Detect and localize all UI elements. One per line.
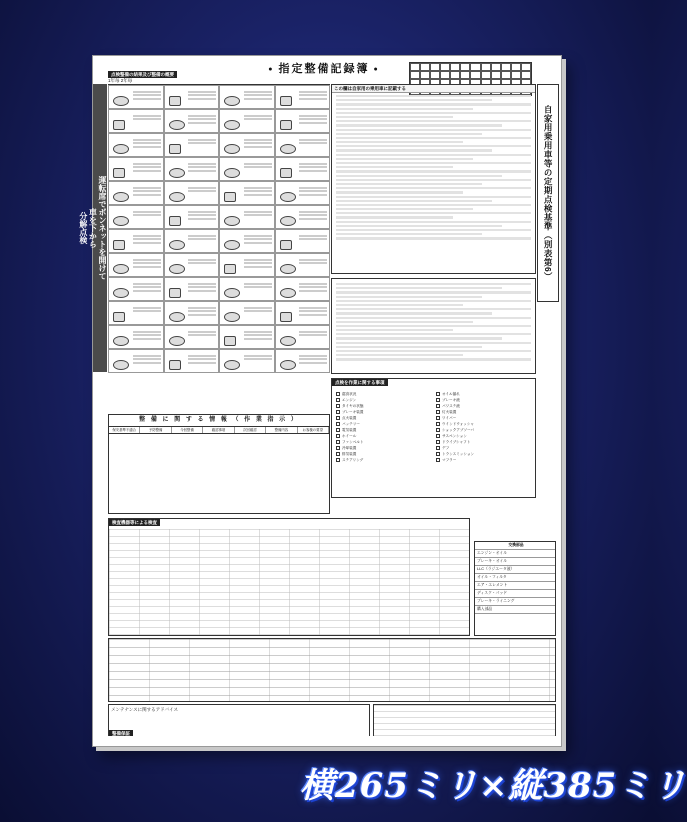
- check-item[interactable]: 電気装置: [336, 427, 432, 433]
- diagram-cell: [219, 157, 275, 181]
- check-item[interactable]: マフラー: [436, 457, 532, 463]
- measurement-heading: 検査機器等による検査: [109, 519, 160, 526]
- check-item[interactable]: ファンベルト: [336, 439, 432, 445]
- check-item[interactable]: ワイパー: [436, 415, 532, 421]
- diagram-cell: [108, 157, 164, 181]
- diagram-cell: [108, 253, 164, 277]
- info-col: お客様の要望: [298, 427, 329, 433]
- diagram-cell: [275, 229, 331, 253]
- check-item[interactable]: サスペンション: [436, 433, 532, 439]
- sidebar-section-3: 分解点検: [78, 212, 88, 244]
- diagram-cell: [108, 325, 164, 349]
- diagram-cell: [219, 253, 275, 277]
- sidebar-sections: [78, 84, 107, 372]
- measurement-grid: [109, 529, 469, 635]
- page-title: ● 指定整備記録簿 ●: [244, 62, 404, 78]
- info-col: 保安基準不適合: [109, 427, 140, 433]
- vertical-title: 自家用乗用車等の定期点検基準（別表第6）: [537, 84, 559, 302]
- size-banner-text: 横265ミリ×縦385ミリ: [300, 766, 687, 806]
- diagram-cell: [164, 349, 220, 373]
- diagram-cell: [164, 109, 220, 133]
- check-item[interactable]: パワステ液: [436, 403, 532, 409]
- diagram-cell: [108, 301, 164, 325]
- diagram-cell: [275, 133, 331, 157]
- check-item[interactable]: ブレーキ装置: [336, 409, 432, 415]
- diagram-cell: [275, 85, 331, 109]
- check-item[interactable]: ウインドウォッシャ: [436, 421, 532, 427]
- info-col: 今回整備: [172, 427, 203, 433]
- interval-label: 1年毎 2年毎: [108, 78, 133, 83]
- diagram-cell: [275, 325, 331, 349]
- diagram-cell: [275, 301, 331, 325]
- diagram-cell: [219, 181, 275, 205]
- diagram-cell: [164, 229, 220, 253]
- info-col: 整備内容: [266, 427, 297, 433]
- signature-box: [373, 704, 556, 742]
- maintenance-advice-box: [108, 704, 370, 742]
- maintenance-info-table: [108, 414, 330, 514]
- vehicle-detail-form: [108, 638, 556, 702]
- check-item[interactable]: エンジン: [336, 397, 432, 403]
- measurement-section: [108, 518, 470, 636]
- diagram-cell: [164, 301, 220, 325]
- check-item[interactable]: ブレーキ液: [436, 397, 532, 403]
- diagram-cell: [164, 85, 220, 109]
- check-item[interactable]: ホイール: [336, 433, 432, 439]
- diagram-cell: [275, 157, 331, 181]
- check-item[interactable]: オイル漏れ: [436, 391, 532, 397]
- diagram-cell: [108, 205, 164, 229]
- check-item[interactable]: 排気装置: [336, 451, 432, 457]
- inspection-diagram-grid: [108, 84, 330, 372]
- check-item[interactable]: デフ: [436, 445, 532, 451]
- inspection-label: 点検整備の結果及び整備の概要: [108, 71, 177, 78]
- info-col: 次回確認: [235, 427, 266, 433]
- parts-table: [474, 541, 556, 636]
- user-inspection-box: [331, 84, 536, 274]
- diagram-cell: [219, 205, 275, 229]
- parts-row: ブレーキ・ライニング: [475, 598, 555, 606]
- diagram-cell: [108, 109, 164, 133]
- diagram-cell: [164, 253, 220, 277]
- diagram-cell: [108, 229, 164, 253]
- diagram-cell: [219, 133, 275, 157]
- diagram-cell: [219, 325, 275, 349]
- diagram-cell: [164, 325, 220, 349]
- parts-row: ディスク・パッド: [475, 590, 555, 598]
- info-col: 予防整備: [140, 427, 171, 433]
- check-item[interactable]: 灯火装置: [436, 409, 532, 415]
- check-item[interactable]: 腐食状況: [336, 391, 432, 397]
- advice-label: メンテナンスに関するアドバイス: [111, 707, 179, 712]
- diagram-cell: [275, 109, 331, 133]
- diagram-cell: [164, 277, 220, 301]
- check-item[interactable]: ステアリング: [336, 457, 432, 463]
- check-item[interactable]: ドライブシャフト: [436, 439, 532, 445]
- diagram-cell: [275, 253, 331, 277]
- tire-measure-box: [331, 278, 536, 374]
- check-items-panel: [331, 378, 536, 498]
- diagram-cell: [108, 349, 164, 373]
- guarantee-label: 整備保証: [109, 730, 133, 737]
- info-col: 確認事項: [203, 427, 234, 433]
- diagram-cell: [219, 229, 275, 253]
- sidebar-section-2: 車を下から: [88, 208, 98, 248]
- diagram-cell: [219, 301, 275, 325]
- info-title: 整 備 に 関 す る 情 報 （ 作 業 指 示 ）: [109, 415, 329, 427]
- check-heading: 点検を作業に関する事項: [332, 379, 388, 386]
- diagram-cell: [108, 181, 164, 205]
- diagram-cell: [275, 181, 331, 205]
- parts-row: ブレーキ・オイル: [475, 558, 555, 566]
- diagram-cell: [164, 205, 220, 229]
- diagram-cell: [164, 133, 220, 157]
- check-item[interactable]: ショックアブソーバ: [436, 427, 532, 433]
- diagram-cell: [164, 181, 220, 205]
- diagram-cell: [275, 277, 331, 301]
- diagram-cell: [219, 277, 275, 301]
- diagram-cell: [108, 133, 164, 157]
- diagram-cell: [219, 349, 275, 373]
- parts-row: エア・エレメント: [475, 582, 555, 590]
- parts-row: 購入部品: [475, 606, 555, 614]
- size-banner: [300, 758, 687, 808]
- parts-heading: 交換部品: [475, 542, 555, 550]
- check-item[interactable]: バッテリー: [336, 421, 432, 427]
- check-item[interactable]: 点火装置: [336, 415, 432, 421]
- parts-row: LLC（ラジエータ液）: [475, 566, 555, 574]
- user-box-heading: この欄は自家用の乗用車に記載する: [332, 85, 535, 93]
- diagram-cell: [164, 157, 220, 181]
- check-item[interactable]: タイヤの状態: [336, 403, 432, 409]
- parts-row: オイル・フィルタ: [475, 574, 555, 582]
- parts-row: エンジン・オイル: [475, 550, 555, 558]
- sidebar-section-1: 運転席でボンネットを開けて: [98, 176, 107, 280]
- diagram-cell: [108, 85, 164, 109]
- diagram-cell: [275, 349, 331, 373]
- diagram-cell: [219, 109, 275, 133]
- diagram-cell: [275, 205, 331, 229]
- check-item[interactable]: トランスミッション: [436, 451, 532, 457]
- diagram-cell: [108, 277, 164, 301]
- diagram-cell: [219, 85, 275, 109]
- maintenance-record-sheet: [78, 55, 562, 747]
- check-item[interactable]: 冷却装置: [336, 445, 432, 451]
